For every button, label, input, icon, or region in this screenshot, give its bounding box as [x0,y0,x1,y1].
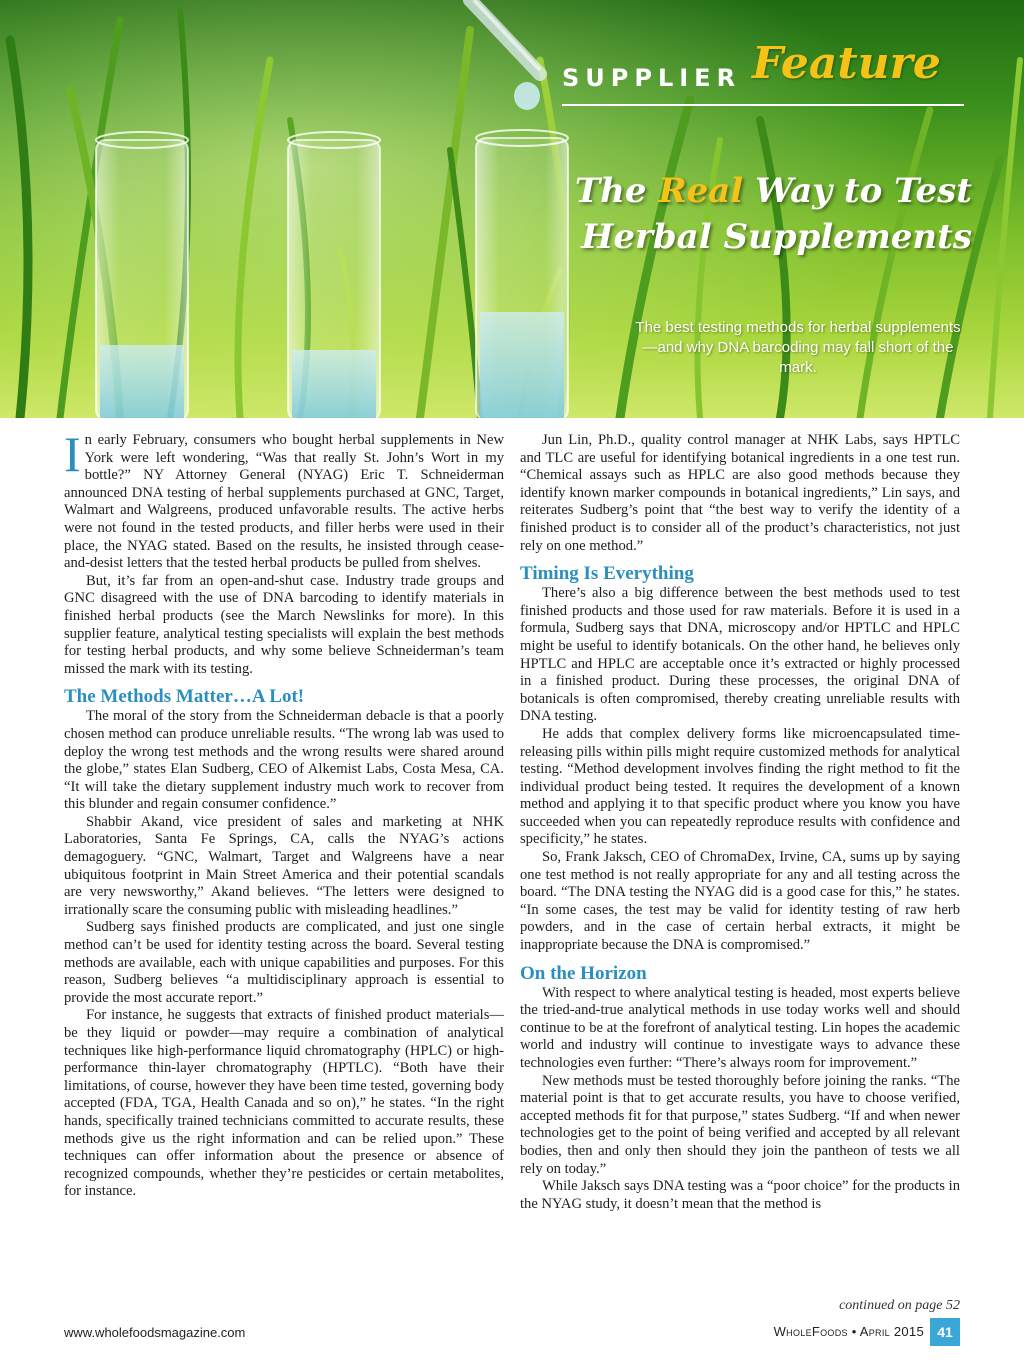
section-accent: Feature [752,38,941,89]
test-tube-left [96,132,188,418]
paragraph-text: n early February, consumers who bought herbal supplements in New York were left wondering, “Was that really St. John’s Wort in my bottle?” NY Attorney General (NYAG) Eric T. Schneiderman announced DNA testing of herbal supplements purchased at GNC, Target, Walmart and Walgreens, produced unfavorable results. The active herbs were not found in the tested products, and filler herbs were used in their place, the NYAG stated. Based on the results, he insisted through cease-and-desist letters that the tested herbal products be pulled from shelves. [64,432,504,572]
paragraph: So, Frank Jaksch, CEO of ChromaDex, Irvine, CA, sums up by saying one test method is not really appropriate for any and all testing across the board. “The DNA testing the NYAG did is a good case for this,” he states. “In some cases, the test may be valid for identity testing of raw herb powders, and in the case of certain herbal extracts, it might be inappropriate because the DNA is compromised.” [520,849,960,954]
paragraph: Shabbir Akand, vice president of sales and marketing at NHK Laboratories, Santa Fe Springs, CA, calls the NYAG’s actions demagoguery. “GNC, Walmart, Target and Walgreens have a near ubiquitous footprint in Main Street America and their potential scandals are very newsworthy,” Akand believes. “The letters were designed to irrationally scare the consuming public with misleading headlines.” [64,813,504,918]
paragraph [64,426,504,573]
page-number: 41 [930,1318,960,1346]
title-highlight: Real [658,171,744,211]
subhead-methods: The Methods Matter…A Lot! [64,686,305,708]
title-line-1 [552,168,972,214]
paragraph: There’s also a big difference between the best methods used to test finished products and those used for raw materials. Before it is used in a formula, Sudberg says that DNA, microscopy and/or HPTLC and HPLC might be useful to identify botanicals. On the other hand, he believes only HPTLC and HPLC are acceptable once it’s extracted or highly processed in a finished product. During these processes, the original DNA of botanicals is often compromised, thereby creating unreliable results with DNA testing. [520,585,960,725]
paragraph: For instance, he suggests that extracts of finished product materials—be they liquid or powder—may require a combination of analytical techniques like high-performance liquid chromatography (HPLC) or high-performance thin-layer chromatography (HPTLC). “Both have their limitations, of course, however they have been time tested, governing body accepted (FDA, TGA, Health Canada and so on),” he states. “In the right hands, specifically trained technicians committed to accurate results, these methods give us the right information and can be relied upon.” These techniques can offer information about the presence or absence of recognized compounds, whether they’re pesticides or certain metabolites, for instance. [64,1007,504,1200]
paragraph: Sudberg says finished products are complicated, and just one single method can’t be used for identity testing across the board. Several testing methods are available, each with unique capabilities and purposes. For this reason, Sudberg believes “a multidisciplinary approach is essential to provide the most accurate report.” [64,919,504,1006]
column-right [520,432,960,1213]
paragraph: Jun Lin, Ph.D., quality control manager at NHK Labs, says HPTLC and TLC are useful for identifying botanical ingredients in a one test run. “Chemical assays such as HPLC are also good methods because they identify known marker compounds in botanical ingredients,” Lin says, and reiterates Sudberg’s point that “the best way to verify the identity of a finished product is to consider all of the product’s characteristics, not just rely on one method.” [520,432,960,554]
paragraph: He adds that complex delivery forms like microencapsulated time-releasing pills within pills might require customized methods for analytical testing. “Method development involves finding the right method to fit the individual product being tested. It requires the development of a known method and applying it to that specific product where you know you have succeeded when you can repeatedly reproduce results with confidence and specificity,” he states. [520,725,960,848]
subhead-horizon: On the Horizon [520,962,647,984]
title-line-2: Herbal Supplements [581,217,972,257]
column-left [64,426,504,1201]
paragraph: New methods must be tested thoroughly before joining the ranks. “The material point is that to get accurate results, you have to choose verified, accepted methods fit for that purpose,” states Sudberg. “If and when newer technologies get to the point of being verified and accepted by all relevant bodies, then and only then should they join the pantheon of tests we all rely on today.” [520,1072,960,1177]
hero-banner [0,0,1024,418]
continued-note: continued on page 52 [839,1298,960,1313]
paragraph: While Jaksch says DNA testing was a “poor choice” for the products in the NYAG study, it doesn’t mean that the method is [520,1178,960,1212]
section-word: SUPPLIER [562,64,742,92]
paragraph: But, it’s far from an open-and-shut case. Industry trade groups and GNC disagreed with the use of DNA barcoding to identify materials in finished herbal products (see the March Newslinks for more). In this supplier feature, analytical testing specialists will explain the best methods for testing herbal products, and why some believe Schneiderman’s team missed the mark with its testing. [64,572,504,677]
article-deck: The best testing methods for herbal supplements—and why DNA barcoding may fall short of the mark. [635,319,961,376]
drop-cap: I [64,426,81,482]
title-post: Way to Test [743,171,972,211]
article-title [552,168,972,260]
footer-url[interactable]: www.wholefoodsmagazine.com [64,1325,246,1340]
subhead-timing: Timing Is Everything [520,563,694,585]
footer-magazine: WholeFoods • April 2015 [773,1324,924,1339]
section-tag [562,34,964,106]
paragraph: With respect to where analytical testing is headed, most experts believe the tried-and-true analytical methods in use today works well and should continue to be at the forefront of analytical testing. Lin hopes the academic world and industry will continue to investigate ways to advance these technologies even further: “There’s always room for improvement.” [520,984,960,1071]
test-tube-middle [288,132,380,418]
title-pre: The [574,171,659,211]
paragraph: The moral of the story from the Schneiderman debacle is that a poorly chosen method can produce unreliable results. “The wrong lab was used to deploy the wrong test methods and the wrong results were shared around the globe,” states Elan Sudberg, CEO of Alkemist Labs, Costa Mesa, CA. “It will take the dietary supplement industry much work to recover from this blunder and regain consumer confidence.” [64,708,504,813]
